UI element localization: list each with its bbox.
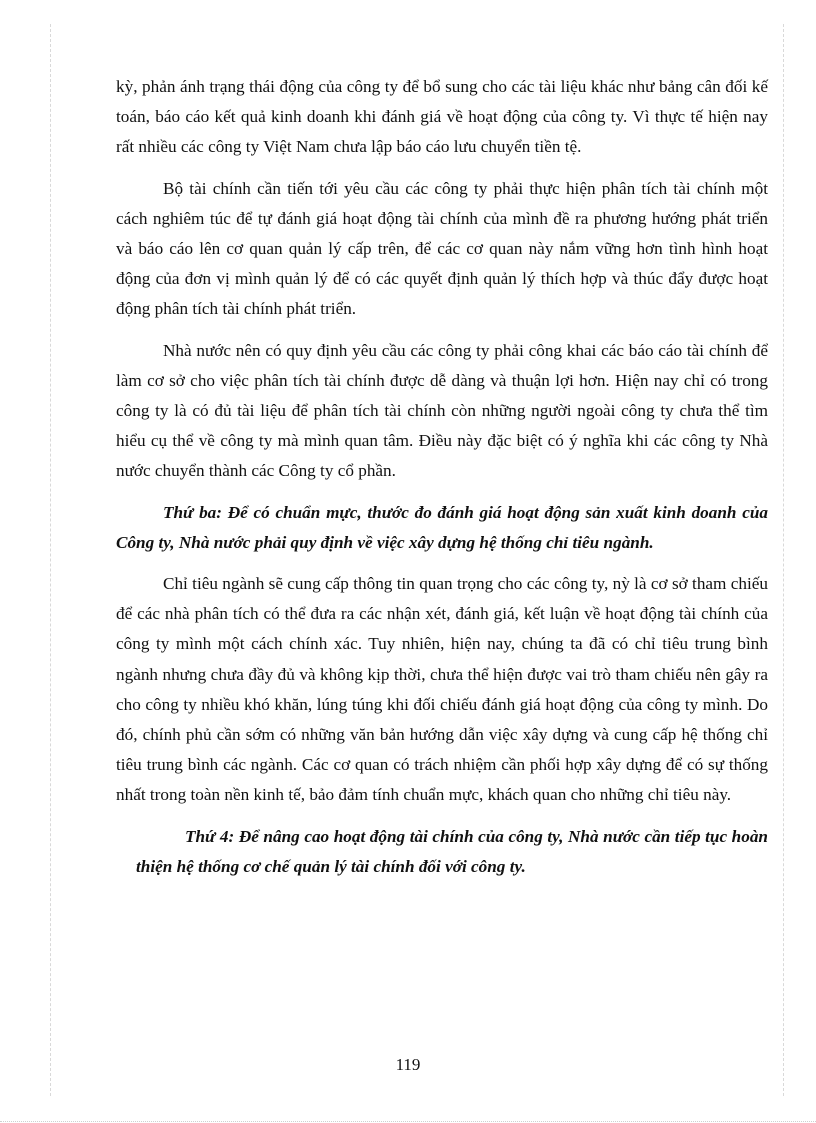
heading-third: Thứ ba: Để có chuẩn mực, thước đo đánh giá hoạt động sản xuất kinh doanh của Công ty, Nhà nước phải quy định về việc xây dựng hệ thống chỉ tiêu ngành. <box>116 502 768 552</box>
paragraph-industry-indicators: Chỉ tiêu ngành sẽ cung cấp thông tin quan trọng cho các công ty, nỳ là cơ sở tham chiếu để các nhà phân tích có thể đưa ra các nhận xét, đánh giá, kết luận về hoạt động tài chính của công ty mình một cách chính xác. Tuy nhiên, hiện nay, chúng ta đã có chỉ tiêu trung bình ngành nhưng chưa đầy đủ và không kịp thời, chưa thể hiện được vai trò tham chiếu nên gây ra cho công ty nhiều khó khăn, lúng túng khi đối chiếu đánh giá hoạt động của công ty mình. Do đó, chính phủ cần sớm có những văn bản hướng dẫn việc xây dựng và cung cấp hệ thống chỉ tiêu trung bình các ngành. Các cơ quan có trách nhiệm cần phối hợp xây dựng để có sự thống nhất trong toàn nền kinh tế, bảo đảm tính chuẩn mực, khách quan cho những chỉ tiêu này. <box>116 574 768 805</box>
document-body <box>116 72 768 882</box>
paragraph-ministry-of-finance: Bộ tài chính cần tiến tới yêu cầu các công ty phải thực hiện phân tích tài chính một cách nghiêm túc để tự đánh giá hoạt động tài chính của mình đề ra phương hướng phát triển và báo cáo lên cơ quan quản lý cấp trên, để các cơ quan này nắm vững hơn tình hình hoạt động của đơn vị mình quản lý để có các quyết định quản lý thích hợp và thúc đẩy được hoạt động phân tích tài chính phát triển. <box>116 178 768 319</box>
page-number: 119 <box>395 1055 421 1074</box>
paragraph-continuation: kỳ, phản ánh trạng thái động của công ty để bổ sung cho các tài liệu khác như bảng cân đối kế toán, báo cáo kết quả kinh doanh khi đánh giá về hoạt động của công ty. Vì thực tế hiện nay rất nhiều các công ty Việt Nam chưa lập báo cáo lưu chuyển tiền tệ. <box>116 77 768 157</box>
paragraph-state-disclosure: Nhà nước nên có quy định yêu cầu các công ty phải công khai các báo cáo tài chính để làm cơ sở cho việc phân tích tài chính được dễ dàng và thuận lợi hơn. Hiện nay chỉ có trong công ty là có đủ tài liệu để phân tích tài chính còn những người ngoài công ty chưa thể tìm hiểu cụ thể về công ty mà mình quan tâm. Điều này đặc biệt có ý nghĩa khi các công ty Nhà nước chuyển thành các Công ty cổ phần. <box>116 340 768 481</box>
page-bottom-divider <box>0 1121 816 1122</box>
heading-fourth: Thứ 4: Để nâng cao hoạt động tài chính của công ty, Nhà nước cần tiếp tục hoàn thiện hệ thống cơ chế quản lý tài chính đối với công ty. <box>136 826 768 876</box>
